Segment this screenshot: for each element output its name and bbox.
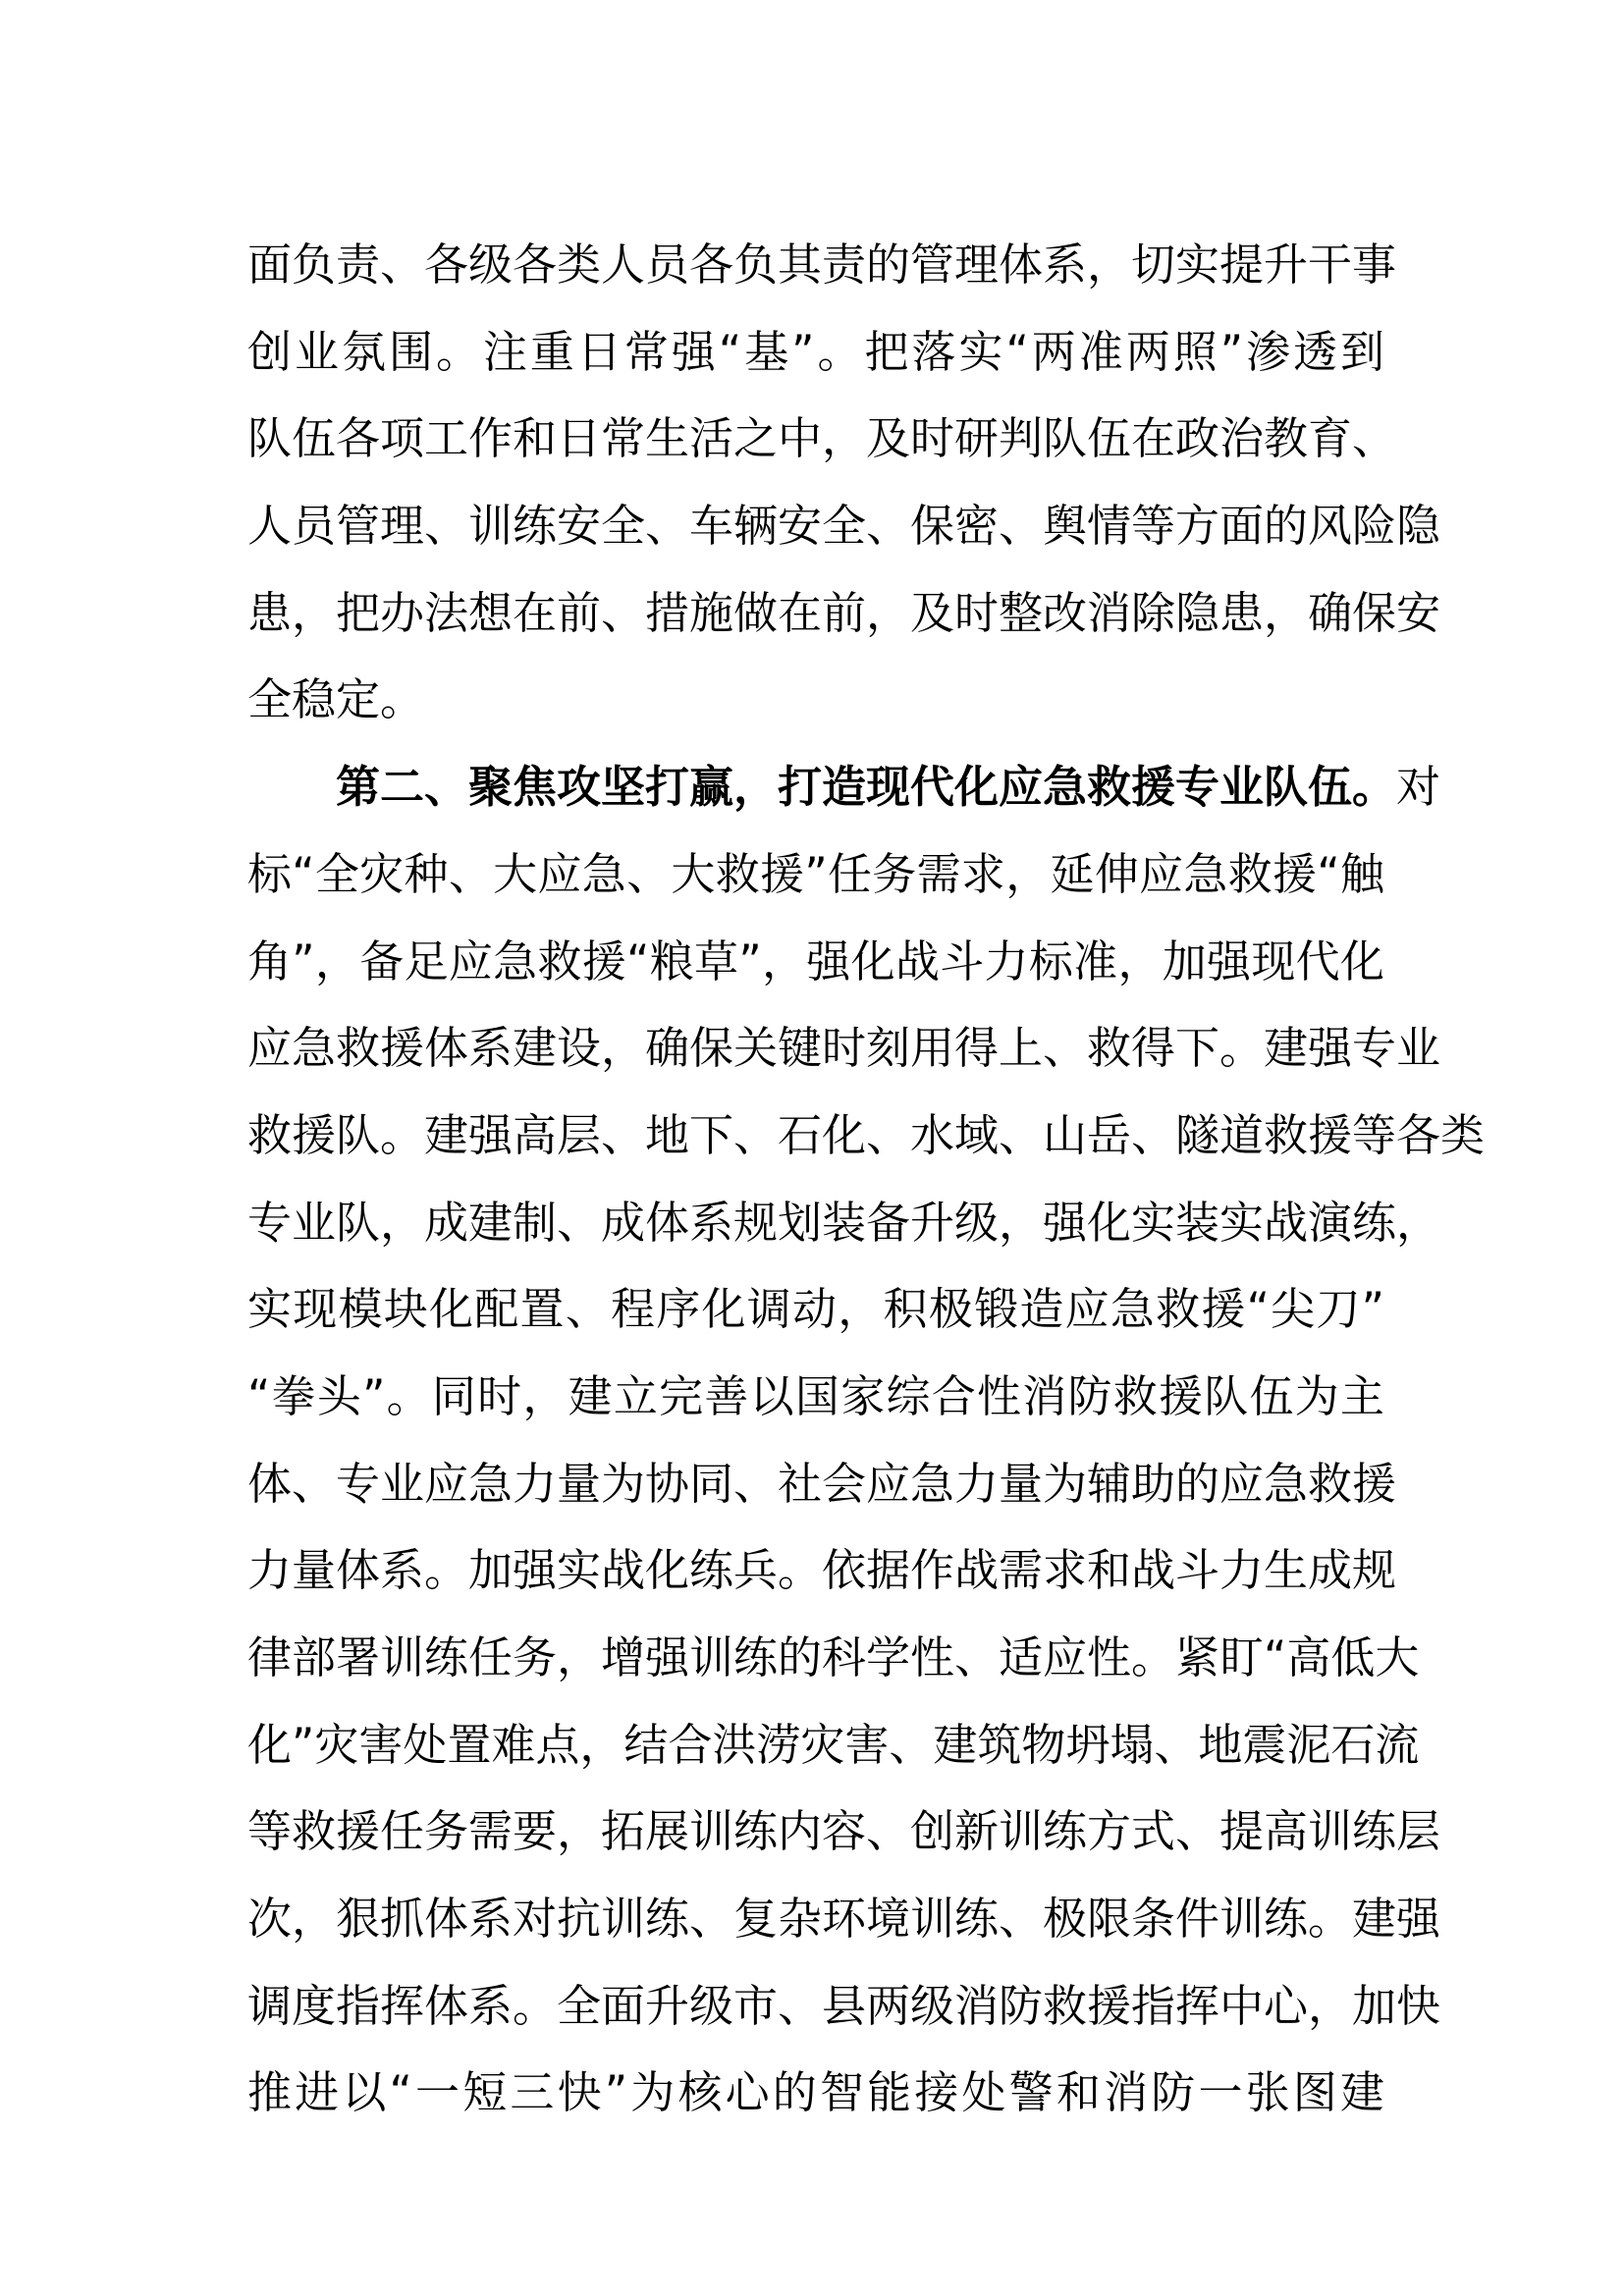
- text-line: 标“全灾种、大应急、大救援”任务需求，延伸应急救援“触: [247, 847, 1384, 900]
- text-line: 救援队。建强高层、地下、石化、水域、山岳、隧道救援等各类: [247, 1108, 1486, 1161]
- document-page: [247, 222, 1486, 2137]
- text-line: 实现模块化配置、程序化调动，积极锻造应急救援“尖刀”: [247, 1283, 1384, 1336]
- text-line: 创业氛围。注重日常强“基”。把落实“两准两照”渗透到: [247, 325, 1384, 378]
- text-line: 全稳定。: [247, 673, 425, 726]
- text-line: 等救援任务需要，拓展训练内容、创新训练方式、提高训练层: [247, 1805, 1441, 1858]
- text-line: 面负责、各级各类人员各负其责的管理体系，切实提升干事: [247, 239, 1397, 291]
- text-line: 角”，备足应急救援“粮草”，强化战斗力标准，加强现代化: [247, 934, 1384, 988]
- text-line: 体、专业应急力量为协同、社会应急力量为辅助的应急救援: [247, 1457, 1397, 1510]
- text-line: 应急救援体系建设，确保关键时刻用得上、救得下。建强专业: [247, 1022, 1441, 1075]
- text-line: “拳头”。同时，建立完善以国家综合性消防救援队伍为主: [247, 1369, 1384, 1422]
- text-line: 推进以“一短三快”为核心的智能接处警和消防一张图建: [247, 2066, 1384, 2119]
- paragraph-2: [247, 744, 1486, 2137]
- text-line: 律部署训练任务，增强训练的科学性、适应性。紧盯“高低大: [247, 1631, 1420, 1683]
- text-line: 队伍各项工作和日常生活之中，及时研判队伍在政治教育、: [247, 412, 1397, 465]
- heading-continuation: 对: [1396, 761, 1441, 814]
- section-heading: 第二、聚焦攻坚打赢，打造现代化应急救援专业队伍。: [336, 761, 1397, 814]
- text-line: 化”灾害处置难点，结合洪涝灾害、建筑物坍塌、地震泥石流: [247, 1718, 1420, 1771]
- paragraph-1: [247, 222, 1441, 744]
- paragraph-heading-line: [247, 744, 1441, 831]
- text-line: 专业队，成建制、成体系规划装备升级，强化实装实战演练，: [247, 1196, 1441, 1249]
- text-line: 调度指挥体系。全面升级市、县两级消防救援指挥中心，加快: [247, 1979, 1441, 2032]
- text-line: 患，把办法想在前、措施做在前，及时整改消除隐患，确保安: [247, 586, 1441, 639]
- text-line: 次，狠抓体系对抗训练、复杂环境训练、极限条件训练。建强: [247, 1893, 1441, 1946]
- text-line: 力量体系。加强实战化练兵。依据作战需求和战斗力生成规: [247, 1544, 1397, 1597]
- text-line: 人员管理、训练安全、车辆安全、保密、舆情等方面的风险隐: [247, 500, 1441, 553]
